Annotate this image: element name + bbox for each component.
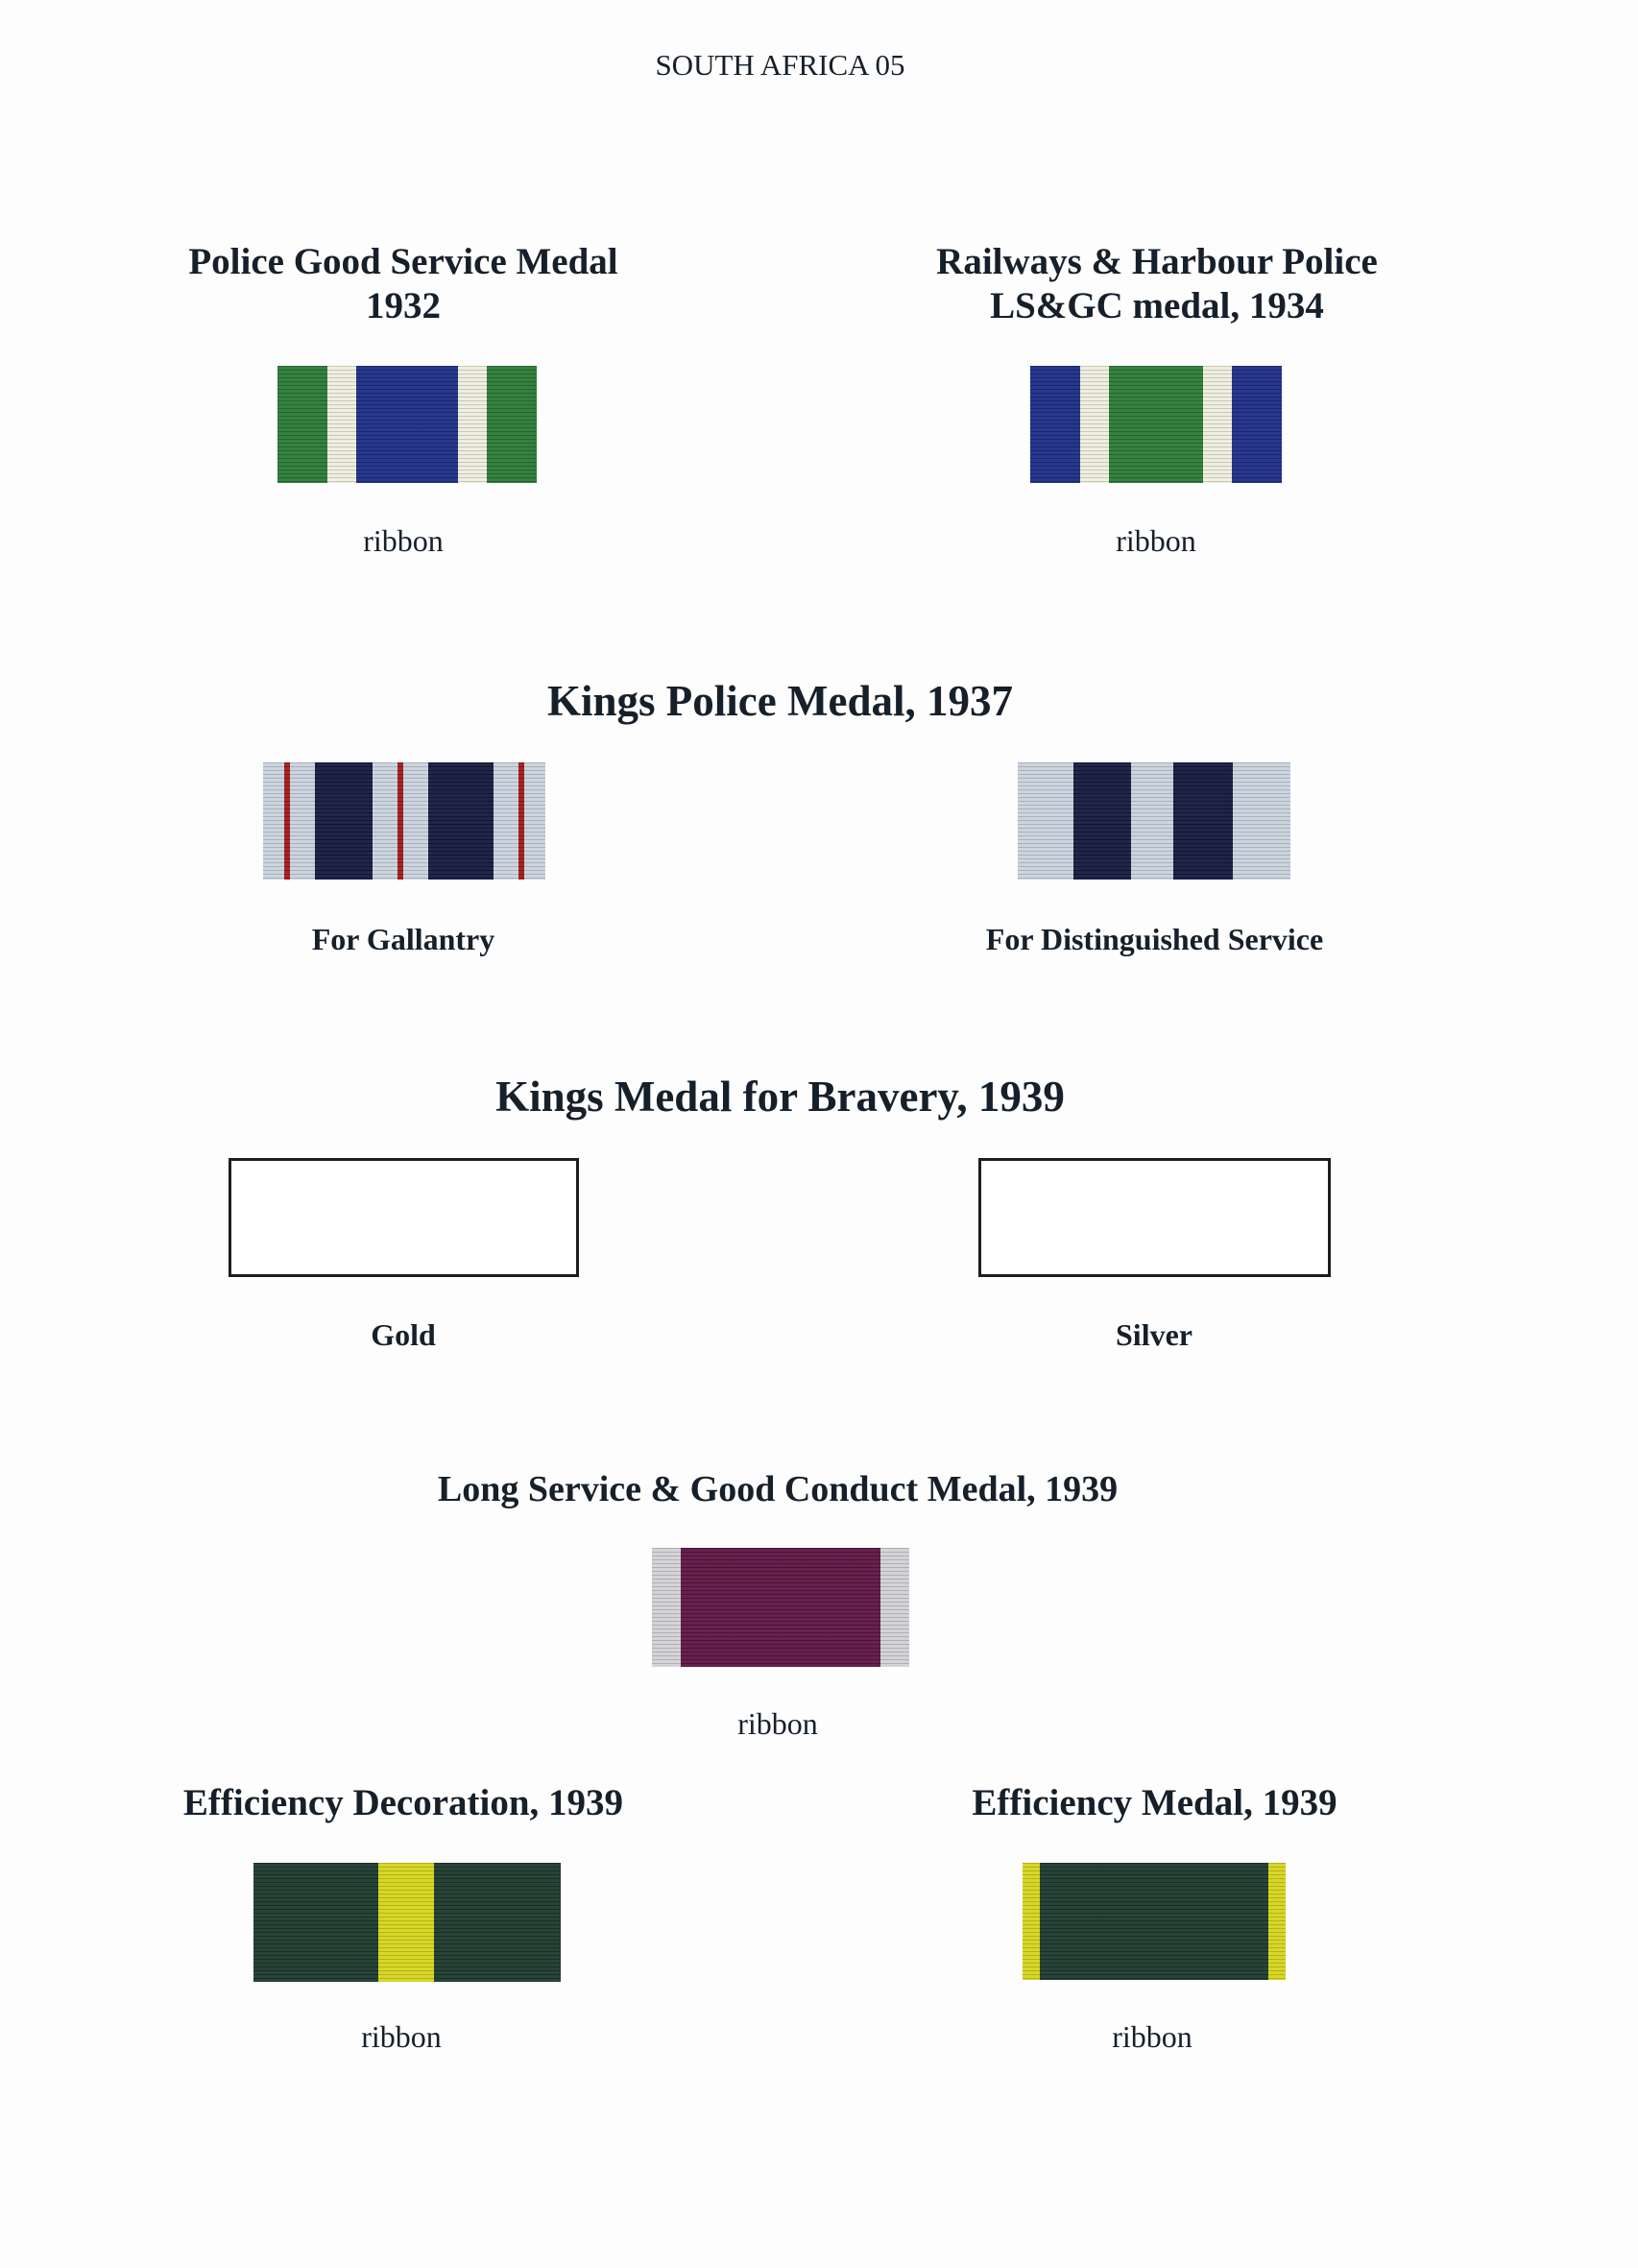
efficiency-decoration-caption: ribbon — [361, 2019, 442, 2054]
kings-police-gallantry-caption: For Gallantry — [311, 922, 495, 956]
kings-bravery-silver-caption: Silver — [1116, 1317, 1192, 1352]
long-service-title: Long Service & Good Conduct Medal, 1939 — [437, 1469, 1119, 1509]
railways-harbour-title-line1: Railways & Harbour Police — [936, 241, 1378, 282]
kings-police-title: Kings Police Medal, 1937 — [547, 677, 1013, 725]
efficiency-medal-title: Efficiency Medal, 1939 — [972, 1782, 1337, 1823]
kings-police-distinguished-ribbon — [1018, 762, 1290, 880]
kings-police-distinguished-caption: For Distinguished Service — [985, 922, 1324, 956]
police-good-service-title-line1: Police Good Service Medal — [188, 241, 618, 282]
kings-police-gallantry-ribbon — [263, 762, 545, 880]
railways-harbour-caption: ribbon — [1116, 523, 1196, 558]
kings-bravery-silver-ribbon-placeholder — [978, 1158, 1331, 1277]
police-good-service-title — [115, 240, 691, 328]
efficiency-decoration-ribbon — [253, 1863, 561, 1982]
page-header: SOUTH AFRICA 05 — [655, 48, 905, 82]
railways-harbour-title — [864, 240, 1450, 328]
efficiency-medal-ribbon — [1023, 1863, 1286, 1980]
police-good-service-ribbon — [277, 366, 537, 483]
police-good-service-title-line2: 1932 — [366, 285, 441, 326]
police-good-service-caption: ribbon — [363, 523, 444, 558]
railways-harbour-ribbon — [1030, 366, 1282, 483]
efficiency-decoration-title: Efficiency Decoration, 1939 — [182, 1782, 624, 1823]
long-service-caption: ribbon — [737, 1706, 818, 1741]
kings-bravery-title: Kings Medal for Bravery, 1939 — [495, 1073, 1065, 1121]
railways-harbour-title-line2: LS&GC medal, 1934 — [990, 285, 1324, 326]
kings-bravery-gold-caption: Gold — [371, 1317, 436, 1352]
kings-bravery-gold-ribbon-placeholder — [229, 1158, 579, 1277]
long-service-ribbon — [652, 1548, 909, 1667]
efficiency-medal-caption: ribbon — [1112, 2019, 1192, 2054]
